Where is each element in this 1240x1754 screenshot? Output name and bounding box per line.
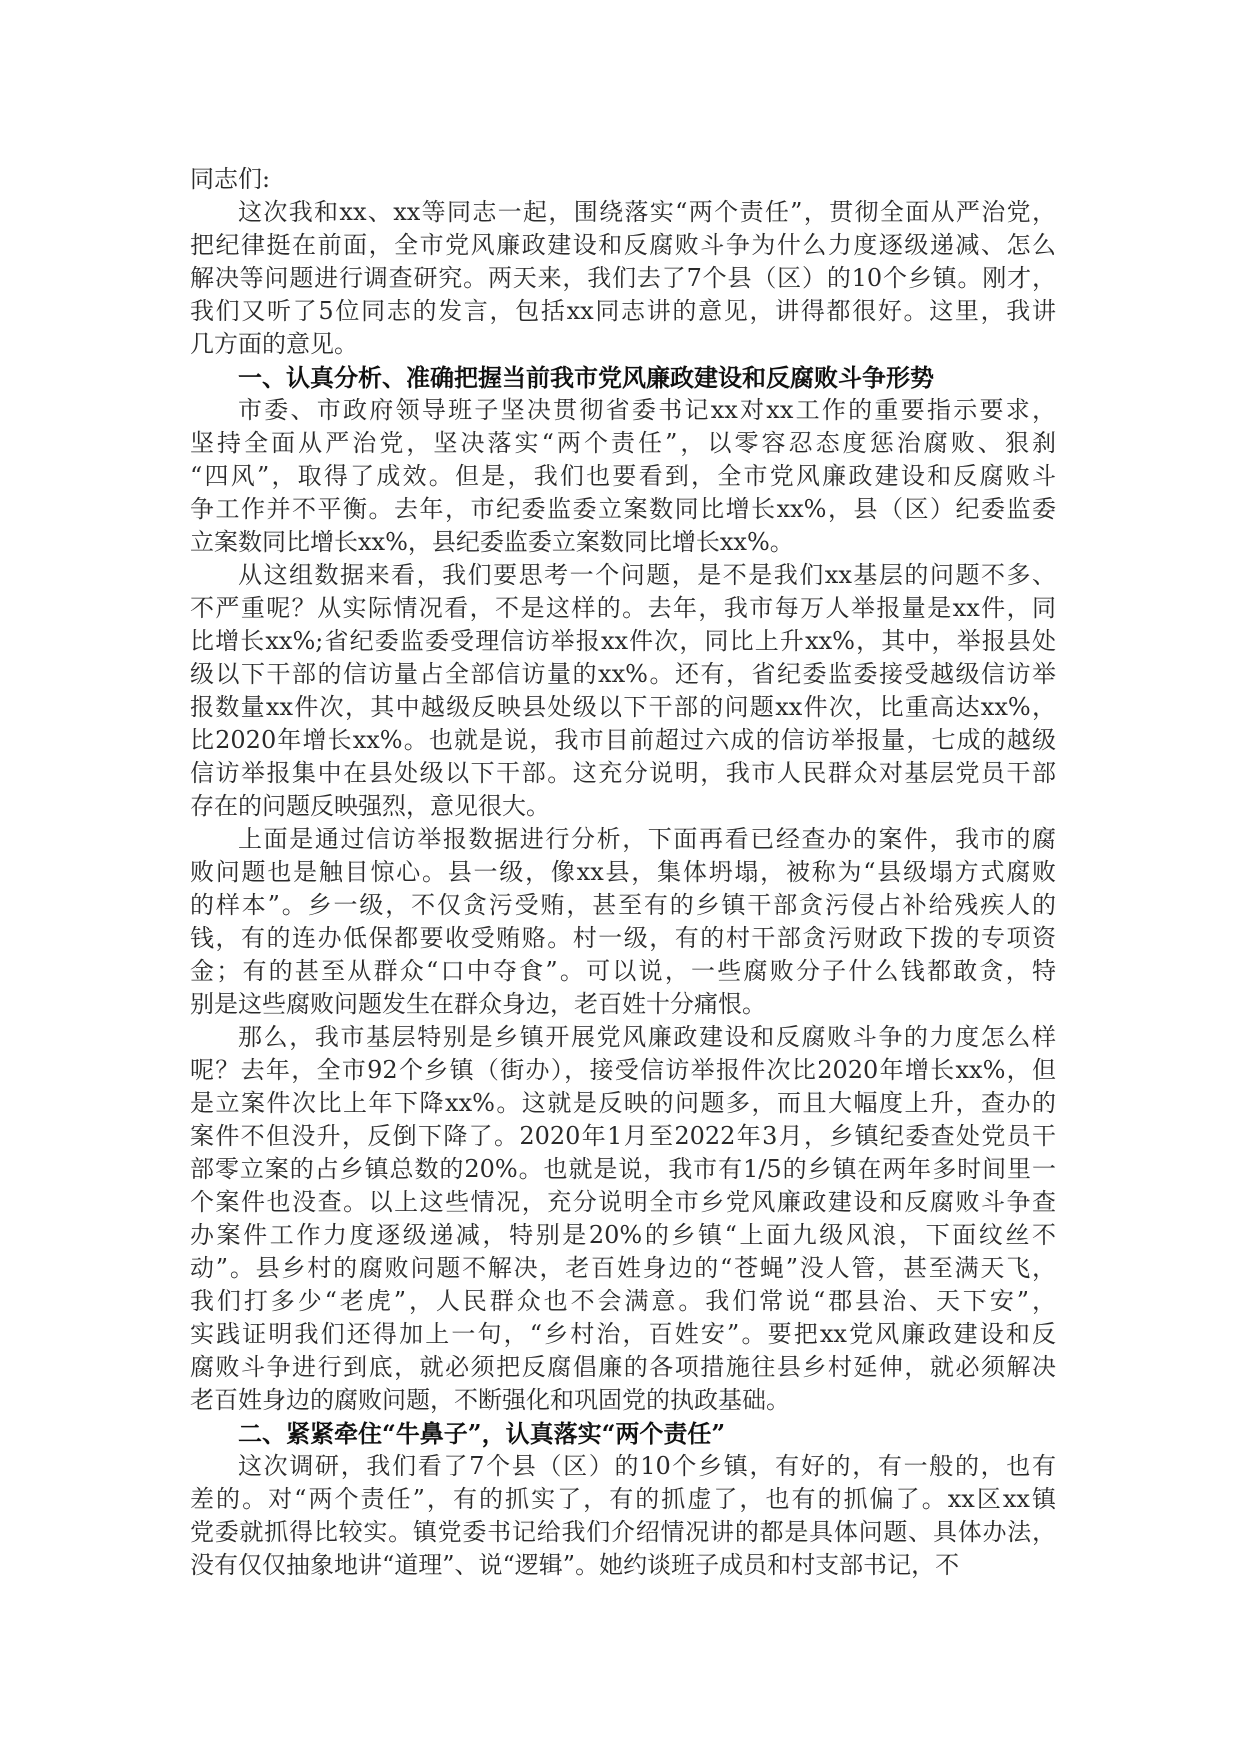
paragraph-line: 的样本”。乡一级，不仅贪污受贿，甚至有的乡镇干部贪污侵占补给残疾人的: [190, 891, 1056, 919]
section-heading: [190, 361, 1056, 394]
paragraph-line: 动”。县乡村的腐败问题不解决，老百姓身边的“苍蝇”没人管，甚至满天飞，: [190, 1254, 1056, 1282]
paragraph-line: “四风”，取得了成效。但是，我们也要看到，全市党风廉政建设和反腐败斗: [190, 462, 1056, 490]
paragraph-line: 争工作并不平衡。去年，市纪委监委立案数同比增长xx%，县（区）纪委监委: [190, 495, 1056, 523]
paragraph: [190, 1021, 1056, 1417]
paragraph-line: 立案数同比增长xx%，县纪委监委立案数同比增长xx%。: [190, 528, 794, 556]
paragraph-line: 我们又听了5位同志的发言，包括xx同志讲的意见，讲得都很好。这里，我讲: [190, 297, 1056, 325]
document-page: [190, 163, 1056, 1582]
paragraph-line: 我们打多少“老虎”，人民群众也不会满意。我们常说“郡县治、天下安”，: [190, 1287, 1056, 1315]
paragraph: [190, 823, 1056, 1021]
paragraph-line: 党委就抓得比较实。镇党委书记给我们介绍情况讲的都是具体问题、具体办法，: [190, 1518, 1056, 1546]
paragraph-line: 从这组数据来看，我们要思考一个问题，是不是我们xx基层的问题不多、: [238, 561, 1056, 589]
paragraph-line: 钱，有的连办低保都要收受贿赂。村一级，有的村干部贪污财政下拨的专项资: [190, 924, 1056, 952]
heading-text: 一、认真分析、准确把握当前我市党风廉政建设和反腐败斗争形势: [238, 363, 934, 392]
paragraph-line: 这次调研，我们看了7个县（区）的10个乡镇，有好的，有一般的，也有: [238, 1452, 1056, 1480]
paragraph: [190, 559, 1056, 823]
paragraph-line: 败问题也是触目惊心。县一级，像xx县，集体坍塌，被称为“县级塌方式腐败: [190, 858, 1056, 886]
paragraph-line: 信访举报集中在县处级以下干部。这充分说明，我市人民群众对基层党员干部: [190, 759, 1056, 787]
document-body: [190, 196, 1056, 1582]
paragraph-line: 比增长xx%;省纪委监委受理信访举报xx件次，同比上升xx%，其中，举报县处: [190, 627, 1056, 655]
paragraph-line: 腐败斗争进行到底，就必须把反腐倡廉的各项措施往县乡村延伸，就必须解决: [190, 1353, 1056, 1381]
paragraph-line: 办案件工作力度逐级递减，特别是20%的乡镇“上面九级风浪，下面纹丝不: [190, 1221, 1056, 1249]
paragraph-line: 老百姓身边的腐败问题，不断强化和巩固党的执政基础。: [190, 1386, 790, 1414]
paragraph-line: 差的。对“两个责任”，有的抓实了，有的抓虚了，也有的抓偏了。xx区xx镇: [190, 1485, 1056, 1513]
paragraph: [190, 1450, 1056, 1582]
paragraph-line: 解决等问题进行调查研究。两天来，我们去了7个县（区）的10个乡镇。刚才，: [190, 264, 1056, 292]
paragraph-line: 这次我和xx、xx等同志一起，围绕落实“两个责任”，贯彻全面从严治党，: [238, 198, 1056, 226]
paragraph-line: 个案件也没查。以上这些情况，充分说明全市乡党风廉政建设和反腐败斗争查: [190, 1188, 1056, 1216]
paragraph-line: 没有仅仅抽象地讲“道理”、说“逻辑”。她约谈班子成员和村支部书记，不: [190, 1551, 960, 1579]
paragraph-line: 金；有的甚至从群众“口中夺食”。可以说，一些腐败分子什么钱都敢贪，特: [190, 957, 1056, 985]
section-heading: [190, 1417, 1056, 1450]
paragraph: [190, 196, 1056, 361]
paragraph-line: 别是这些腐败问题发生在群众身边，老百姓十分痛恨。: [190, 990, 766, 1018]
paragraph-line: 实践证明我们还得加上一句，“乡村治，百姓安”。要把xx党风廉政建设和反: [190, 1320, 1056, 1348]
paragraph-line: 报数量xx件次，其中越级反映县处级以下干部的问题xx件次，比重高达xx%，: [190, 693, 1056, 721]
paragraph: [190, 394, 1056, 559]
paragraph-line: 级以下干部的信访量占全部信访量的xx%。还有，省纪委监委接受越级信访举: [190, 660, 1056, 688]
salutation: 同志们:: [190, 165, 271, 193]
paragraph-line: 部零立案的占乡镇总数的20%。也就是说，我市有1/5的乡镇在两年多时间里一: [190, 1155, 1056, 1183]
paragraph-line: 不严重呢？从实际情况看，不是这样的。去年，我市每万人举报量是xx件，同: [190, 594, 1056, 622]
paragraph-line: 案件不但没升，反倒下降了。2020年1月至2022年3月，乡镇纪委查处党员干: [190, 1122, 1056, 1150]
heading-text: 二、紧紧牵住“牛鼻子”，认真落实“两个责任”: [238, 1419, 726, 1448]
paragraph-line: 是立案件次比上年下降xx%。这就是反映的问题多，而且大幅度上升，查办的: [190, 1089, 1056, 1117]
paragraph-line: 把纪律挺在前面，全市党风廉政建设和反腐败斗争为什么力度逐级递减、怎么: [190, 231, 1056, 259]
paragraph-line: 呢？去年，全市92个乡镇（街办），接受信访举报件次比2020年增长xx%，但: [190, 1056, 1056, 1084]
paragraph-line: 存在的问题反映强烈，意见很大。: [190, 792, 550, 820]
paragraph-line: 上面是通过信访举报数据进行分析，下面再看已经查办的案件，我市的腐: [238, 825, 1056, 853]
paragraph-line: 那么，我市基层特别是乡镇开展党风廉政建设和反腐败斗争的力度怎么样: [238, 1023, 1056, 1051]
paragraph-line: 坚持全面从严治党，坚决落实“两个责任”，以零容忍态度惩治腐败、狠刹: [190, 429, 1056, 457]
paragraph-line: 几方面的意见。: [190, 330, 358, 358]
paragraph-line: 比2020年增长xx%。也就是说，我市目前超过六成的信访举报量，七成的越级: [190, 726, 1056, 754]
paragraph-line: 市委、市政府领导班子坚决贯彻省委书记xx对xx工作的重要指示要求，: [238, 396, 1056, 424]
